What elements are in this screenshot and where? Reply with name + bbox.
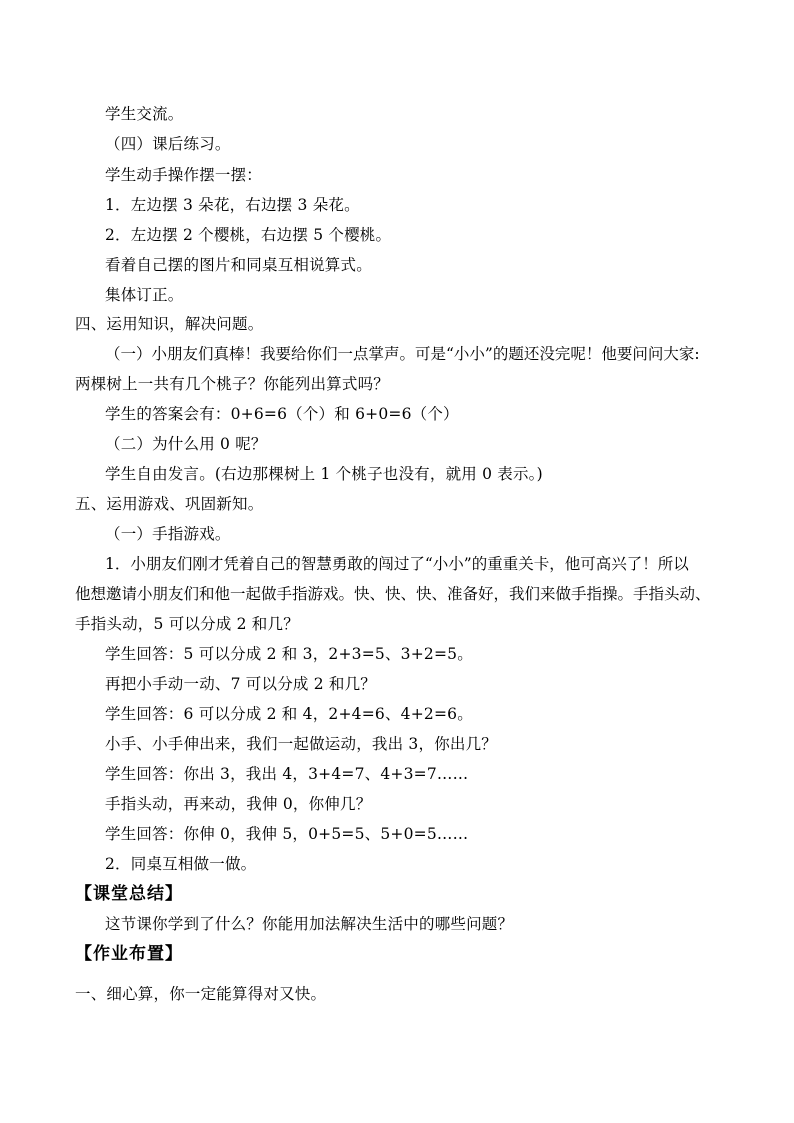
section-heading: 五、运用游戏、巩固新知。	[75, 495, 264, 513]
text-line: 1．左边摆 3 朵花，右边摆 3 朵花。	[105, 196, 360, 214]
text-line: 学生回答：你出 3，我出 4，3+4=7、4+3=7……	[105, 765, 469, 783]
text-line: 集体订正。	[105, 286, 184, 304]
section-title-homework: 【作业布置】	[75, 944, 183, 964]
text-line: 再把小手动一动、7 可以分成 2 和几？	[105, 675, 377, 693]
section-title-summary: 【课堂总结】	[75, 884, 183, 904]
section-heading: 四、运用知识，解决问题。	[75, 315, 264, 333]
text-line: 手指头动，再来动，我伸 0，你伸几？	[105, 795, 372, 813]
text-line: 小手、小手伸出来，我们一起做运动，我出 3，你出几？	[105, 735, 497, 753]
text-line: 这节课你学到了什么？你能用加法解决生活中的哪些问题？	[105, 915, 514, 933]
text-line: 一、细心算，你一定能算得对又快。	[75, 985, 327, 1003]
text-line: （二）为什么用 0 呢？	[105, 435, 267, 453]
text-line: 1．小朋友们刚才凭着自己的智慧勇敢的闯过了“小小”的重重关卡，他可高兴了！所以	[105, 555, 689, 573]
text-line: 学生交流。	[105, 105, 184, 123]
text-line: 看着自己摆的图片和同桌互相说算式。	[105, 256, 372, 274]
text-line: 2．同桌互相做一做。	[105, 855, 257, 873]
text-line: 学生回答：6 可以分成 2 和 4，2+4=6、4+2=6。	[105, 705, 473, 723]
text-line: 他想邀请小朋友们和他一起做手指游戏。快、快、快、准备好，我们来做手指操。手指头动、	[75, 585, 711, 603]
text-line: 学生动手操作摆一摆：	[105, 166, 263, 184]
text-line: （四）课后练习。	[105, 135, 231, 153]
text-line: （一）手指游戏。	[105, 525, 231, 543]
text-line: 学生的答案会有：0+6=6（个）和 6+0=6（个）	[105, 405, 459, 423]
text-line: 手指头动，5 可以分成 2 和几？	[75, 615, 299, 633]
text-line: 学生回答：5 可以分成 2 和 3，2+3=5、3+2=5。	[105, 645, 473, 663]
text-line: （一）小朋友们真棒！我要给你们一点掌声。可是“小小”的题还没完呢！他要问问大家:	[105, 345, 700, 363]
text-line: 两棵树上一共有几个桃子？你能列出算式吗？	[75, 375, 390, 393]
text-line: 学生回答：你伸 0，我伸 5，0+5=5、5+0=5……	[105, 825, 469, 843]
text-line: 学生自由发言。(右边那棵树上 1 个桃子也没有，就用 0 表示。)	[105, 465, 543, 483]
text-line: 2．左边摆 2 个樱桃，右边摆 5 个樱桃。	[105, 226, 392, 244]
